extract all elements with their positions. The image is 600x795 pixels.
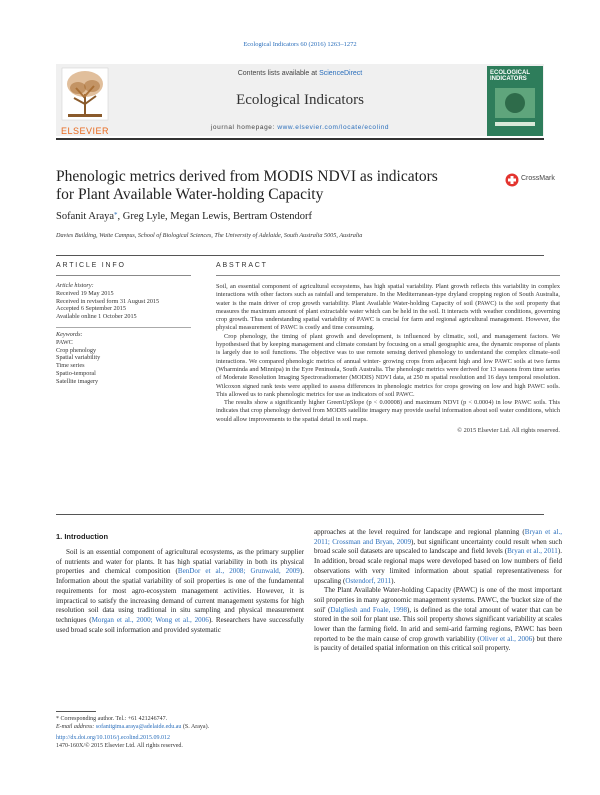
history-item: Available online 1 October 2015 <box>56 313 137 321</box>
abstract-paragraph: Soil, an essential component of agricultural ecosystems, has high spatial variability. Plant growth reflects this variability in complex interactions with other factors such as rainfall and temperature. In the Mediterranean-type dryland cropping region of South Australia, water is the main driver of crop growth variability. Plant Available Water-holding Capacity of soil (PAWC) is the soil property that measures the maximum amount of plant extractable water which can be held in the soil. It interacts with weather conditions, governing crop growth. Thus understanding spatial variability of PAWC is crucial for farm and regional agricultural management. However, the physical measurement of PAWC is costly and time consuming. <box>216 283 560 332</box>
history-label: Article history: <box>56 282 94 289</box>
history-item: Received 19 May 2015 <box>56 289 114 297</box>
citation-link[interactable]: Oliver et al., 2006 <box>479 634 533 643</box>
affiliation: Davies Building, Waite Campus, School of Biological Sciences, The University of Adelaide, South Australia 5005, Australia <box>56 232 363 239</box>
corresponding-author-mark[interactable]: * <box>114 211 118 219</box>
abstract-rule <box>216 275 560 276</box>
keyword: Spatial variability <box>56 354 101 362</box>
doi-text[interactable]: http://dx.doi.org/10.1016/j.ecolind.2015.09.012 <box>56 735 171 741</box>
citation-link[interactable]: Dalgliesh and Foale, 1998 <box>330 605 408 614</box>
sciencedirect-link[interactable]: ScienceDirect <box>319 70 363 77</box>
paper-title: Phenologic metrics derived from MODIS NDVI as indicators for Plant Available Water-holding Capacity <box>56 168 438 203</box>
keyword: Time series <box>56 362 85 370</box>
intro-paragraph <box>314 586 562 654</box>
abstract-end-rule <box>56 514 544 515</box>
journal-cover-image <box>487 66 543 136</box>
crossmark-badge[interactable] <box>505 173 555 187</box>
text-run: ), but significant uncertainty could result when such broad scale soil datasets are upscaled to landscape and field levels ( <box>314 537 563 556</box>
journal-homepage <box>116 124 484 131</box>
citation-link[interactable]: Bryan et al., 2011 <box>507 547 558 556</box>
info-rule <box>56 275 191 276</box>
abstract-paragraph: The results show a significantly higher GreenUpSlope (p < 0.00008) and maximum NDVI (p < 0.0004) in low PAWC soils. This indicates that crop phenology derived from MODIS satellite imagery may provide useful information about soil water conditions, which would allow improvements to the spatial detail in soil maps. <box>216 399 560 423</box>
keyword: Spatio-temporal <box>56 369 96 377</box>
cover-title: ECOLOGICAL INDICATORS <box>490 70 530 82</box>
footnote-rule <box>56 711 96 712</box>
abstract-paragraph: Crop phenology, the timing of plant growth and development, is influenced by climatic, soil, and management factors. We hypothesised that by keeping management and climate constant by focusing on a small geographic area, the dynamic response of plants is largely due to soil functions. The objective was to use remote sensing derived phenology to understand the complex climate–soil interactions. We compared phenologic metrics of annual winter- growing crops from adjacent high and low PAWC soils at two farms (Wharminda and Minnipa) in the Eyre Peninsula, South Australia. The phenologic metrics were derived for 13 seasons from time series of Moderate Resolution Imaging Spectroradiometer (MODIS) NDVI data, at 250 m spatial resolution and 16 days temporal resolution. Wilcoxon signed rank tests were applied to assess differences in phenologic metrics for crops growing on low and high PAWC soils. This allowed us to rank phenologic metrics for use as indicators of soil PAWC. <box>216 332 560 398</box>
history-item: Received in revised form 31 August 2015 <box>56 297 160 305</box>
author-list <box>56 211 312 222</box>
first-author[interactable]: Sofanit Araya <box>56 211 115 222</box>
contents-line <box>116 70 484 77</box>
text-run: ). In addition, broad scale regional maps were developed based on low numbers of field observations with very limited information about spatial representativeness for upscaling ( <box>314 547 562 585</box>
keyword: PAWC <box>56 338 73 346</box>
text-run: ) but there is paucity of detailed spatial information on this critical soil property. <box>314 634 563 653</box>
abstract-heading: ABSTRACT <box>216 262 268 269</box>
journal-header <box>56 64 544 138</box>
journal-name: Ecological Indicators <box>236 92 364 108</box>
doi-link[interactable] <box>56 734 304 742</box>
header-rule <box>56 138 544 140</box>
keywords-label: Keywords: <box>56 330 83 338</box>
article-info-heading: ARTICLE INFO <box>56 262 126 269</box>
citation-link[interactable]: Morgan et al., 2000; Wong et al., 2006 <box>91 615 209 624</box>
contents-prefix: Contents lists available at <box>237 70 320 77</box>
intro-paragraph <box>314 528 562 586</box>
journal-citation[interactable]: Ecological Indicators 60 (2016) 1263–1272 <box>243 41 357 48</box>
text-run: The Plant Available Water-holding Capacity (PAWC) is one of the most important soil properties in many agronomic management systems. PAWC, the 'bucket size of the soil' ( <box>314 586 562 614</box>
issn-line: 1470-160X/© 2015 Elsevier Ltd. All rights reserved. <box>56 743 183 749</box>
text-run: approaches at the level required for landscape and regional planning ( <box>314 528 525 536</box>
citation-link[interactable]: Ostendorf, 2011 <box>345 576 392 585</box>
text-run: ). Researchers have successfully used broad scale soil information and provided systematic <box>56 615 304 634</box>
abstract-body <box>216 283 560 435</box>
homepage-link[interactable]: www.elsevier.com/locate/ecolind <box>277 124 390 131</box>
citation-link[interactable]: BenDor et al., 2008; Grunwald, 2009 <box>177 567 300 576</box>
info-divider <box>56 327 191 328</box>
footnotes <box>56 715 304 750</box>
text-run: Soil is an essential component of agricultural ecosystems, as the primary supplier of nutrients and water for plants. It has high spatial variability in both its physical properties and chemical composition ( <box>56 548 304 576</box>
homepage-prefix: journal homepage: <box>210 124 278 131</box>
email-owner: (S. Araya). <box>181 724 210 730</box>
article-info <box>56 282 191 386</box>
crossmark-icon <box>505 173 519 187</box>
text-run: ). <box>391 576 396 585</box>
crossmark-label: CrossMark <box>521 175 555 182</box>
coauthors: , Greg Lyle, Megan Lewis, Bertram Ostendorf <box>117 211 313 222</box>
introduction-heading: 1. Introduction <box>56 532 109 541</box>
intro-left-column <box>56 548 304 635</box>
keyword: Crop phenology <box>56 346 97 354</box>
text-run: ). Information about the spatial variability of soil properties is one of the fundamental requirements for most agro-ecosystem management activities. However, it is impractical to satisfy the increasing demand of current management systems for high resolution soil data using traditional in situ sampling and physical measurement techniques ( <box>56 567 304 624</box>
intro-right-column <box>314 528 562 654</box>
text-run: ), is defined as the total amount of water that can be stored in the soil for plant use. This soil property shows significant variability at scales lower than the farming field. In arid and semi-arid farming regions, PAWC has been reported to be the main cause of crop growth variability ( <box>314 605 562 643</box>
email-line <box>56 723 304 731</box>
citation-link[interactable]: Bryan et al., 2011; Crossman and Bryan, 2009 <box>314 528 562 546</box>
abstract-copyright: © 2015 Elsevier Ltd. All rights reserved. <box>457 427 560 435</box>
keyword: Satellite imagery <box>56 377 99 385</box>
email-label: E-mail address: <box>56 724 96 730</box>
history-item: Accepted 6 September 2015 <box>56 305 126 313</box>
corresponding-author-note: * Corresponding author. Tel.: +61 421246747. <box>56 716 168 722</box>
intro-paragraph <box>56 548 304 635</box>
elsevier-wordmark: ELSEVIER <box>60 126 110 136</box>
email-link[interactable]: sofanitgima.araya@adelaide.edu.au <box>95 724 182 730</box>
affiliation-rule <box>56 255 544 256</box>
